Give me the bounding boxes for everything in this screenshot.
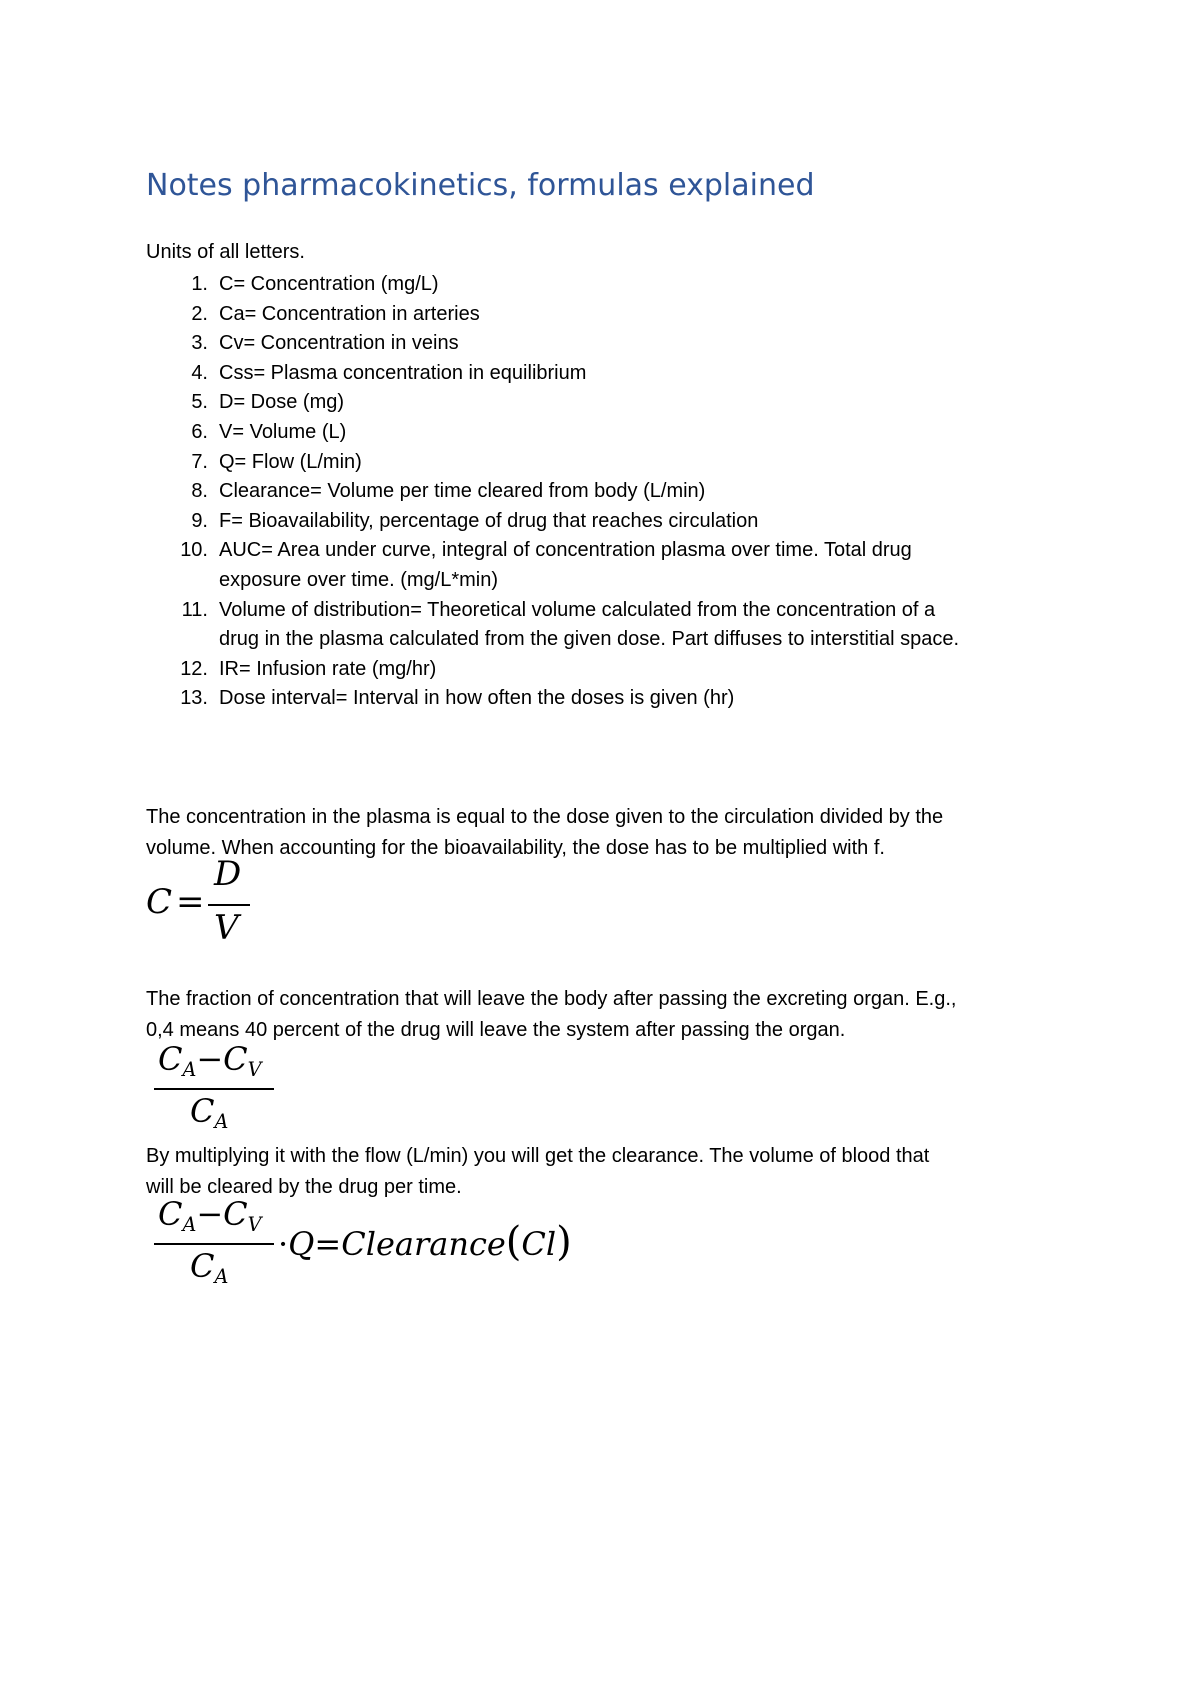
- list-item-number: 6.: [191, 420, 208, 443]
- subscript-a: A: [214, 1264, 229, 1288]
- paragraph-clearance: [146, 1141, 1066, 1203]
- subscript-v: V: [247, 1212, 262, 1236]
- list-item-text: Dose interval= Interval in how often the doses is given (hr): [219, 687, 735, 710]
- list-item: [146, 596, 1066, 655]
- subscript-a: A: [214, 1109, 229, 1133]
- variable-c: C: [190, 1092, 215, 1130]
- clearance-word: Clearance: [341, 1225, 506, 1263]
- variable-cl: Cl: [521, 1225, 557, 1263]
- fraction-bar: [154, 1243, 274, 1245]
- list-item-text: D= Dose (mg): [219, 391, 345, 414]
- formula-clearance: [150, 1195, 580, 1295]
- formula-equals: =: [314, 1225, 342, 1263]
- formula-equals: =: [176, 882, 205, 922]
- list-item: [146, 684, 1066, 714]
- paragraph-concentration: [146, 802, 1066, 864]
- list-item: [146, 418, 1066, 448]
- paragraph-line: 0,4 means 40 percent of the drug will leave the system after passing the organ.: [146, 1019, 846, 1041]
- list-item-number: 10.: [180, 539, 208, 562]
- list-item-text: Volume of distribution= Theoretical volume calculated from the concentration of a: [219, 598, 936, 621]
- list-item-text: C= Concentration (mg/L): [219, 273, 439, 295]
- formula-lhs: C: [146, 882, 173, 922]
- list-item-text: AUC= Area under curve, integral of concentration plasma over time. Total drug: [219, 539, 912, 562]
- formula-denominator: [190, 1247, 228, 1288]
- formula-denominator: [190, 1092, 228, 1133]
- formula-numerator: [158, 1195, 262, 1236]
- list-item-text: F= Bioavailability, percentage of drug that reaches circulation: [219, 509, 759, 532]
- list-item: [146, 536, 1066, 595]
- list-item: [146, 300, 1066, 330]
- units-list: [146, 270, 1066, 714]
- list-item-number: 12.: [180, 657, 208, 680]
- multiply-dot: ·: [278, 1225, 289, 1263]
- list-item-text: V= Volume (L): [219, 420, 347, 443]
- subscript-v: V: [247, 1057, 262, 1081]
- list-item-text: Cv= Concentration in veins: [219, 332, 459, 355]
- list-item-text: Ca= Concentration in arteries: [219, 302, 480, 325]
- paragraph-line: By multiplying it with the flow (L/min) you will get the clearance. The volume of blood that: [146, 1145, 930, 1167]
- minus-sign: −: [196, 1195, 224, 1233]
- units-heading: Units of all letters.: [146, 241, 305, 263]
- paragraph-line: volume. When accounting for the bioavailability, the dose has to be multiplied with f.: [146, 837, 885, 859]
- variable-c: C: [223, 1195, 248, 1233]
- document-title: Notes pharmacokinetics, formulas explained: [146, 168, 815, 203]
- list-item: [146, 270, 1066, 300]
- variable-q: Q: [288, 1225, 315, 1263]
- formula-numerator: D: [214, 854, 242, 894]
- list-item-number: 7.: [191, 450, 208, 473]
- list-item: [146, 477, 1066, 507]
- list-item-text: Css= Plasma concentration in equilibrium: [219, 361, 587, 384]
- close-paren: ): [556, 1219, 572, 1265]
- list-item-number: 8.: [191, 480, 208, 503]
- subscript-a: A: [182, 1057, 197, 1081]
- list-item-text: IR= Infusion rate (mg/hr): [219, 657, 437, 680]
- list-item: [146, 507, 1066, 537]
- paragraph-extraction-fraction: [146, 984, 1066, 1046]
- list-item-number: 11.: [181, 598, 208, 621]
- list-item: [146, 655, 1066, 685]
- list-item: [146, 388, 1066, 418]
- list-item-text: Clearance= Volume per time cleared from body (L/min): [219, 480, 706, 503]
- fraction-bar: [154, 1088, 274, 1090]
- paragraph-line: will be cleared by the drug per time.: [146, 1176, 462, 1198]
- variable-c: C: [158, 1195, 183, 1233]
- list-item: [146, 359, 1066, 389]
- formula-denominator: V: [214, 908, 239, 948]
- open-paren: (: [505, 1219, 522, 1265]
- paragraph-line: The concentration in the plasma is equal to the dose given to the circulation divided by the: [146, 806, 944, 828]
- formula-rhs: [278, 1219, 572, 1265]
- list-item-text: Q= Flow (L/min): [219, 450, 362, 473]
- list-item-text-continued: exposure over time. (mg/L*min): [219, 568, 498, 591]
- formula-concentration: [146, 854, 256, 952]
- list-item-number: 5.: [191, 391, 208, 414]
- list-item-number: 1.: [191, 273, 208, 295]
- list-item-number: 13.: [180, 687, 208, 710]
- subscript-a: A: [182, 1212, 197, 1236]
- formula-extraction-ratio: [150, 1040, 280, 1140]
- list-item: [146, 448, 1066, 478]
- minus-sign: −: [196, 1040, 224, 1078]
- list-item-number: 3.: [191, 332, 208, 355]
- list-item-number: 9.: [191, 509, 208, 532]
- list-item: [146, 329, 1066, 359]
- variable-c: C: [190, 1247, 215, 1285]
- formula-numerator: [158, 1040, 262, 1081]
- list-item-number: 2.: [191, 302, 208, 325]
- variable-c: C: [158, 1040, 183, 1078]
- variable-c: C: [223, 1040, 248, 1078]
- list-item-text-continued: drug in the plasma calculated from the given dose. Part diffuses to interstitial space.: [219, 628, 960, 651]
- list-item-number: 4.: [191, 361, 208, 384]
- paragraph-line: The fraction of concentration that will leave the body after passing the excreting organ. E.g.,: [146, 988, 957, 1010]
- fraction-bar: [208, 904, 250, 906]
